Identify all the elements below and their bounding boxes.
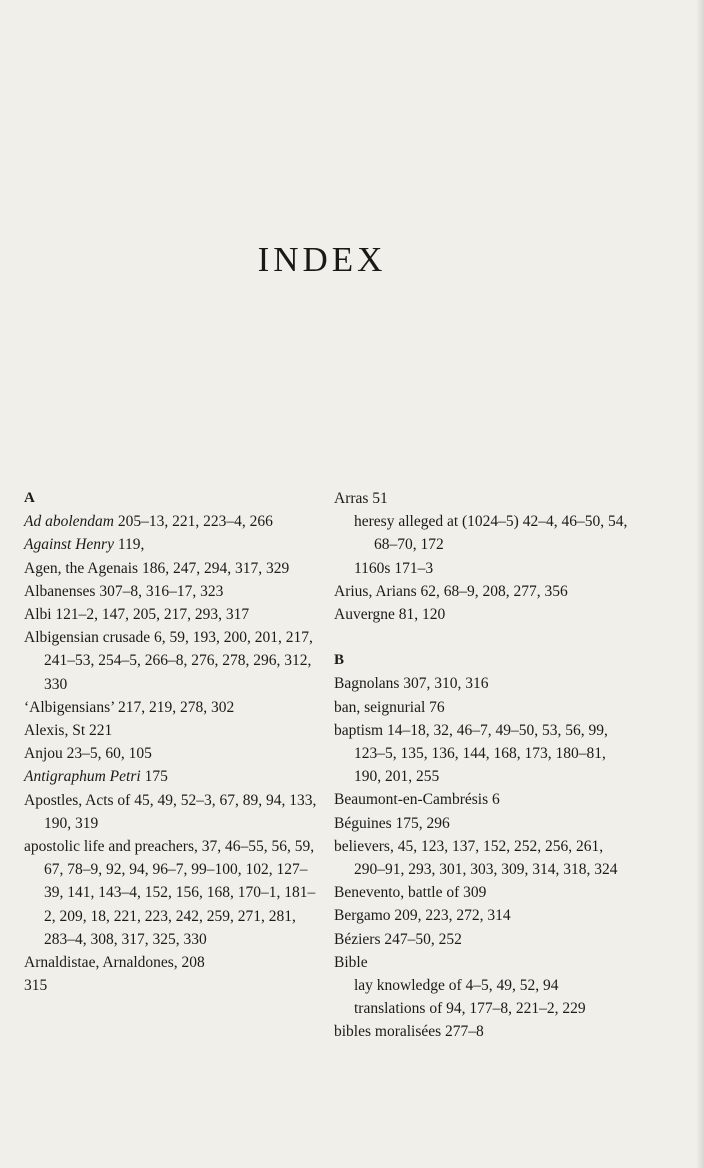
index-entry: Arius, Arians 62, 68–9, 208, 277, 356 bbox=[334, 582, 568, 600]
index-entry: Béguines 175, 296 bbox=[334, 814, 450, 832]
index-entry: Albi 121–2, 147, 205, 217, 293, 317 bbox=[24, 606, 250, 624]
index-column-left bbox=[24, 487, 320, 997]
index-subentry: lay knowledge of 4–5, 49, 52, 94 bbox=[354, 977, 559, 995]
entry-pages: 205–13, 221, 223–4, 266 bbox=[113, 513, 273, 531]
index-entry: ban, seignurial 76 bbox=[334, 698, 445, 716]
index-entry: Bergamo 209, 223, 272, 314 bbox=[334, 907, 511, 925]
index-column-right bbox=[334, 487, 630, 1044]
page-title: INDEX bbox=[257, 240, 387, 279]
index-entry: ‘Albigensians’ 217, 219, 278, 302 bbox=[24, 698, 235, 716]
index-entry: Bible bbox=[334, 953, 368, 971]
section-gap bbox=[334, 626, 630, 649]
index-entry: Albanenses 307–8, 316–17, 323 bbox=[24, 582, 224, 600]
entry-pages: 119, bbox=[113, 536, 145, 554]
section-letter: B bbox=[334, 652, 345, 669]
index-entry: Agen, the Agenais 186, 247, 294, 317, 329 bbox=[24, 559, 290, 577]
index-entry: Bagnolans 307, 310, 316 bbox=[334, 675, 489, 693]
entry-title: Against Henry bbox=[24, 536, 114, 554]
index-subentry: heresy alleged at (1024–5) 42–4, 46–50, 54, 68–70, 172 bbox=[354, 513, 628, 554]
index-entry: Apostles, Acts of 45, 49, 52–3, 67, 89, 94, 133, 190, 319 bbox=[24, 791, 317, 832]
entry-title: Antigraphum Petri bbox=[24, 768, 141, 786]
index-entry: bibles moralisées 277–8 bbox=[334, 1023, 484, 1041]
index-entry: believers, 45, 123, 137, 152, 252, 256, 261, 290–91, 293, 301, 303, 309, 314, 318, 324 bbox=[334, 837, 618, 879]
index-entry: baptism 14–18, 32, 46–7, 49–50, 53, 56, 99, 123–5, 135, 136, 144, 168, 173, 180–81, 190, 201, 255 bbox=[334, 721, 608, 786]
index-entry: Arras 51 bbox=[334, 490, 388, 507]
index-entry: 315 bbox=[24, 977, 48, 995]
index-entry bbox=[24, 765, 320, 788]
index-entry: Auvergne 81, 120 bbox=[334, 606, 446, 624]
entry-title: Ad abolendam bbox=[24, 513, 114, 531]
index-entry: Béziers 247–50, 252 bbox=[334, 930, 462, 948]
index-entry: Albigensian crusade 6, 59, 193, 200, 201, 217, 241–53, 254–5, 266–8, 276, 278, 296, 312, 330 bbox=[24, 629, 313, 693]
index-entry: Benevento, battle of 309 bbox=[334, 884, 487, 902]
section-letter: A bbox=[24, 490, 35, 506]
page-edge bbox=[696, 0, 704, 1168]
index-entry bbox=[24, 510, 320, 533]
index-entry bbox=[24, 533, 320, 556]
index-entry: Anjou 23–5, 60, 105 bbox=[24, 745, 152, 763]
index-entry: Beaumont-en-Cambrésis 6 bbox=[334, 791, 500, 809]
index-entry: Alexis, St 221 bbox=[24, 722, 113, 740]
index-entry: apostolic life and preachers, 37, 46–55, 56, 59, 67, 78–9, 92, 94, 96–7, 99–100, 102, 127–39, 141, 143–4, 152, 156, 168, 170–1, 181–2, 209, 18, 221, 223, 242, 259, 271, 281, 283–4, 308, 317, 325, 330 bbox=[24, 838, 316, 948]
index-subentry: 1160s 171–3 bbox=[354, 559, 434, 577]
index-entry: Arnaldistae, Arnaldones, 208 bbox=[24, 954, 205, 972]
entry-pages: 175 bbox=[140, 768, 168, 786]
index-subentry: translations of 94, 177–8, 221–2, 229 bbox=[354, 1000, 586, 1018]
